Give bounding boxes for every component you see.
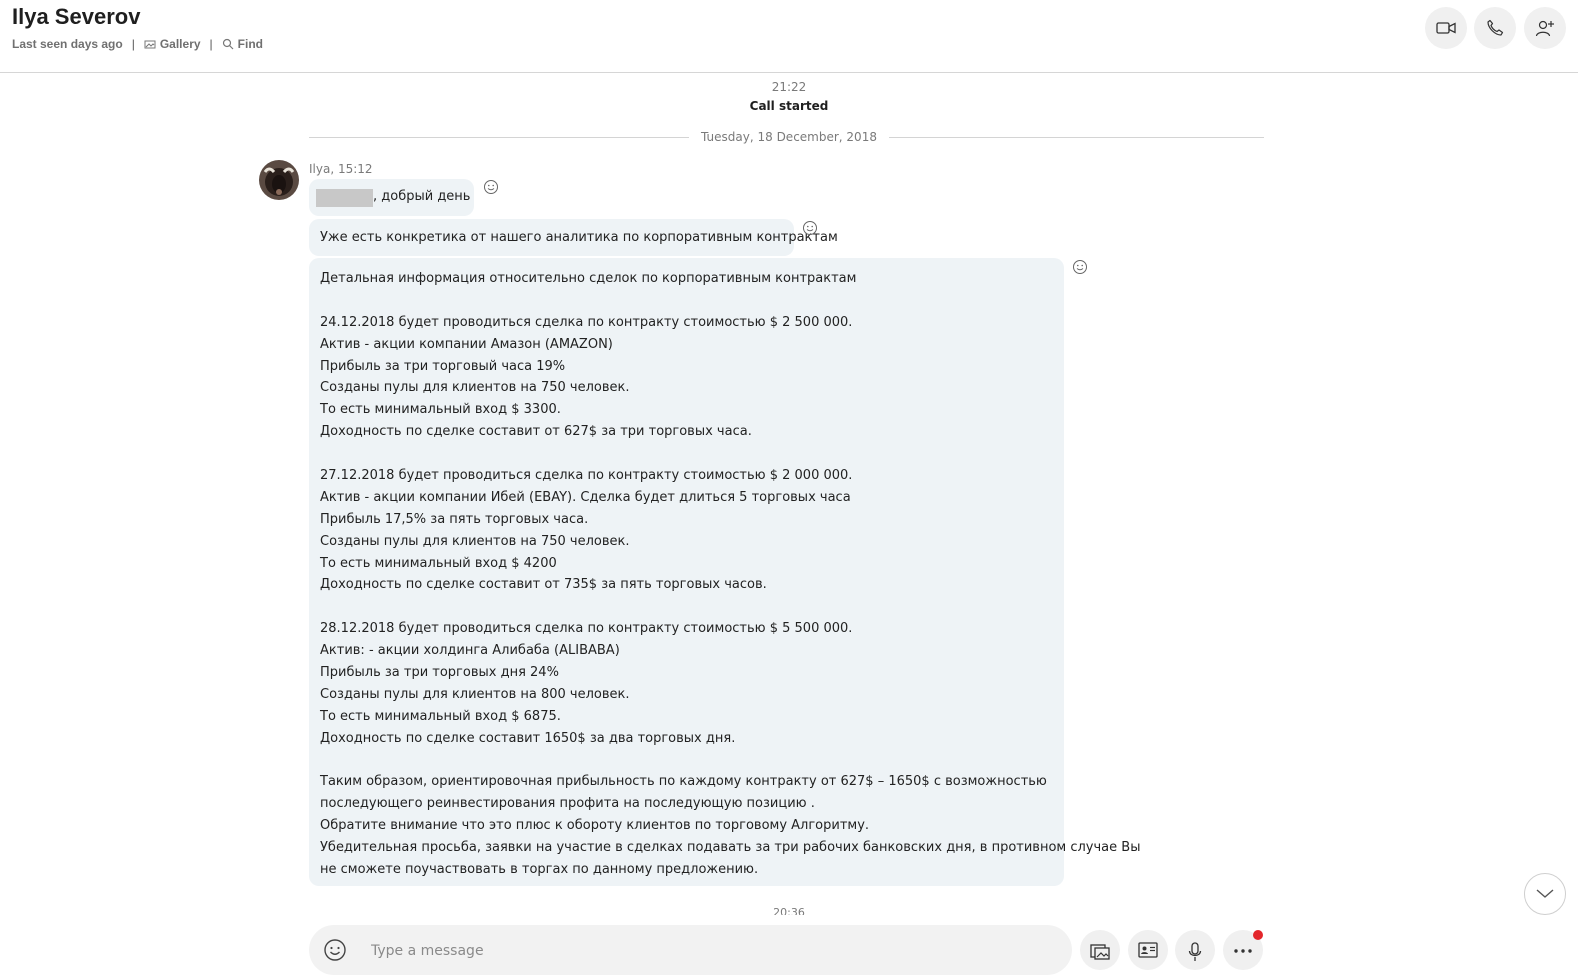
smiley-icon[interactable] bbox=[802, 220, 818, 236]
message-line: Доходность по сделке составит от 735$ за пять торговых часов. bbox=[320, 577, 767, 593]
last-seen-status: Last seen days ago bbox=[12, 37, 123, 51]
smiley-icon[interactable] bbox=[483, 179, 499, 195]
contact-card-icon bbox=[1138, 942, 1158, 958]
find-label: Find bbox=[237, 37, 263, 51]
message-text bbox=[320, 268, 1141, 881]
video-call-button[interactable] bbox=[1425, 7, 1467, 49]
message-line: Актив - акции компании Амазон (AMAZON) bbox=[320, 336, 613, 352]
message-line bbox=[320, 596, 1060, 618]
send-contact-button[interactable] bbox=[1128, 930, 1168, 970]
message-line: Прибыль за три торговый часа 19% bbox=[320, 358, 566, 374]
message-line bbox=[320, 750, 1060, 772]
message-line: Доходность по сделке составит от 627$ за три торговых часа. bbox=[320, 424, 752, 440]
date-divider-label: Tuesday, 18 December, 2018 bbox=[689, 130, 889, 144]
scroll-down-button[interactable] bbox=[1524, 873, 1566, 915]
chat-header bbox=[0, 0, 1578, 73]
message-line: Доходность по сделке составит 1650$ за два торговых дня. bbox=[320, 730, 736, 746]
gallery-icon bbox=[144, 39, 156, 50]
emoji-icon[interactable] bbox=[323, 938, 347, 962]
avatar[interactable] bbox=[259, 160, 299, 200]
find-link[interactable] bbox=[222, 37, 263, 51]
sender-meta: Ilya, 15:12 bbox=[309, 162, 373, 176]
smiley-icon[interactable] bbox=[1072, 259, 1088, 275]
message-bubble[interactable] bbox=[309, 219, 838, 256]
contact-name[interactable]: Ilya Severov bbox=[12, 4, 141, 29]
message-line: последующего реинвестирования профита на последующую позицию . bbox=[320, 796, 815, 812]
chevron-down-icon bbox=[1536, 889, 1554, 899]
call-status: Call started bbox=[749, 99, 829, 113]
more-icon bbox=[1233, 947, 1253, 955]
message-line: 24.12.2018 будет проводиться сделка по контракту стоимостью $ 2 500 000. bbox=[320, 314, 853, 330]
message-line: То есть минимальный вход $ 3300. bbox=[320, 402, 561, 418]
redacted-text bbox=[316, 189, 373, 207]
notification-dot bbox=[1253, 930, 1263, 940]
date-divider bbox=[0, 130, 1578, 144]
add-people-button[interactable] bbox=[1524, 7, 1566, 49]
image-icon bbox=[1090, 942, 1110, 960]
message-line: Обратите внимание что это плюс к обороту клиентов по торговому Алгоритму. bbox=[320, 818, 870, 834]
message-line: Убедительная просьба, заявки на участие в сделках подавать за три рабочих банковских дня, в противном случае Вы bbox=[320, 840, 1141, 856]
message-line: не сможете поучаствовать в торгах по данному предложению. bbox=[320, 862, 759, 878]
add-person-icon bbox=[1535, 19, 1555, 37]
phone-icon bbox=[1486, 19, 1504, 37]
search-icon bbox=[222, 38, 234, 50]
message-composer bbox=[309, 925, 1072, 975]
message-line bbox=[320, 290, 1060, 312]
message-line: 27.12.2018 будет проводиться сделка по контракту стоимостью $ 2 000 000. bbox=[320, 468, 853, 484]
separator: | bbox=[131, 37, 135, 51]
message-line: Прибыль 17,5% за пять торговых часа. bbox=[320, 511, 589, 527]
message-line: Актив: - акции холдинга Алибаба (ALIBABA) bbox=[320, 643, 620, 659]
gallery-link[interactable] bbox=[144, 37, 201, 51]
message-line: То есть минимальный вход $ 6875. bbox=[320, 708, 561, 724]
message-line: Актив - акции компании Ибей (EBAY). Сделка будет длиться 5 торговых часа bbox=[320, 489, 851, 505]
message-line: То есть минимальный вход $ 4200 bbox=[320, 555, 557, 571]
record-audio-button[interactable] bbox=[1175, 930, 1215, 970]
separator: | bbox=[209, 37, 213, 51]
message-line: Детальная информация относительно сделок по корпоративным контрактам bbox=[320, 271, 857, 286]
call-time: 21:22 bbox=[771, 80, 807, 94]
message-line: Прибыль за три торговых дня 24% bbox=[320, 665, 559, 681]
message-text: Уже есть конкретика от нашего аналитика по корпоративным контрактам bbox=[320, 230, 838, 245]
message-text: , добрый день bbox=[373, 189, 471, 204]
send-media-button[interactable] bbox=[1080, 930, 1120, 970]
message-line: Созданы пулы для клиентов на 750 человек. bbox=[320, 533, 630, 549]
message-time: 20:36 bbox=[773, 906, 805, 915]
message-line: Таким образом, ориентировочная прибыльность по каждому контракту от 627$ – 1650$ с возможностью bbox=[320, 774, 1047, 790]
video-camera-icon bbox=[1436, 21, 1456, 35]
audio-call-button[interactable] bbox=[1474, 7, 1516, 49]
message-line: Созданы пулы для клиентов на 800 человек. bbox=[320, 686, 630, 702]
message-bubble[interactable] bbox=[309, 258, 1141, 886]
message-line: 28.12.2018 будет проводиться сделка по контракту стоимостью $ 5 500 000. bbox=[320, 621, 853, 637]
message-line bbox=[320, 443, 1060, 465]
message-line: Созданы пулы для клиентов на 750 человек. bbox=[320, 380, 630, 396]
contact-subline bbox=[12, 37, 263, 51]
microphone-icon bbox=[1188, 942, 1202, 962]
message-input[interactable] bbox=[369, 939, 1053, 963]
message-bubble[interactable] bbox=[309, 179, 474, 216]
gallery-label: Gallery bbox=[159, 37, 201, 51]
